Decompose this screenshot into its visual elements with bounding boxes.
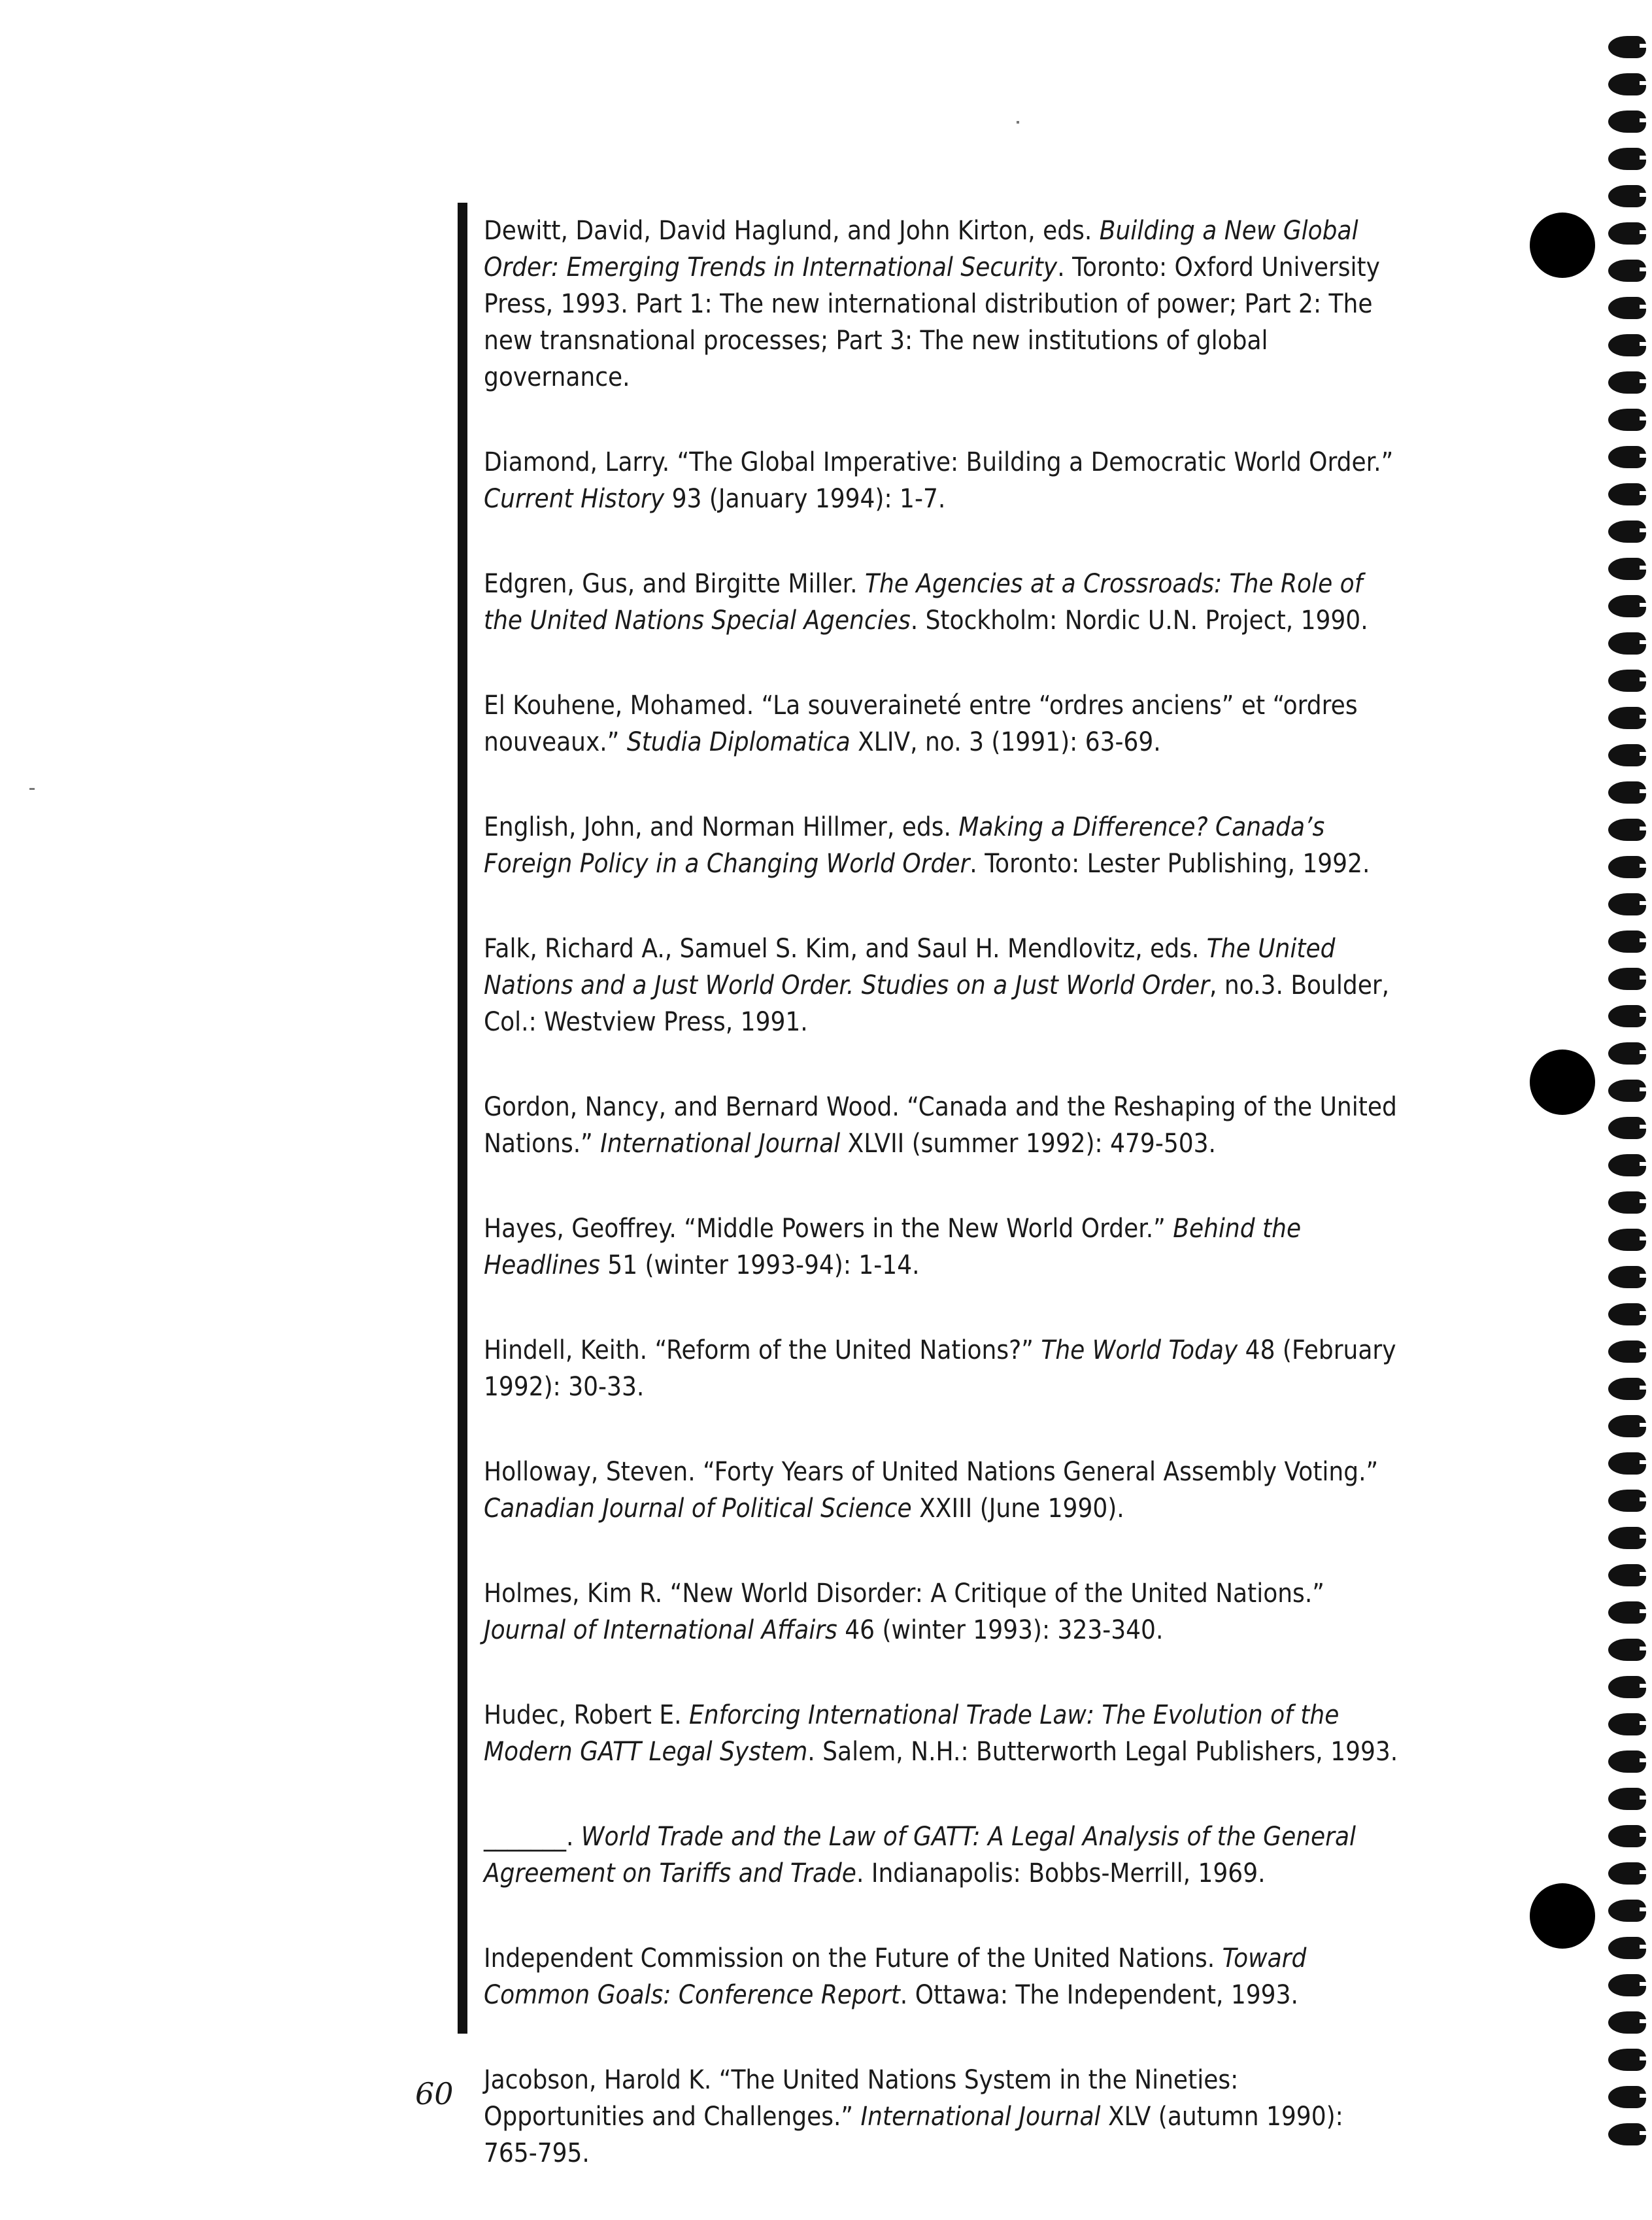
binding-ring <box>1608 371 1646 394</box>
binding-ring <box>1608 521 1646 543</box>
bibliography-entry: Hudec, Robert E. Enforcing International Trade Law: The Evolution of the Modern GATT Legal System. Salem, N.H.: Butterworth Legal Publishers, 1993. <box>484 1700 1398 1767</box>
binding-ring <box>1608 334 1646 356</box>
binding-ring <box>1608 595 1646 617</box>
binding-ring <box>1608 1042 1646 1065</box>
bibliography-entry: Holloway, Steven. “Forty Years of United Nations General Assembly Voting.” Canadian Journal of Political Science XXIII (June 1990). <box>484 1457 1379 1524</box>
punch-hole <box>1530 1883 1595 1949</box>
binding-ring <box>1608 1415 1646 1437</box>
margin-rule <box>458 203 467 2034</box>
binding-ring <box>1608 409 1646 431</box>
binding-ring <box>1608 2011 1646 2034</box>
binding-ring <box>1608 1266 1646 1288</box>
binding-ring <box>1608 1974 1646 1996</box>
bibliography-entry: Hindell, Keith. “Reform of the United Nations?” The World Today 48 (February 1992): 30-33. <box>484 1335 1396 1402</box>
scan-speck <box>29 788 35 790</box>
binding-ring <box>1608 1564 1646 1586</box>
binding-ring <box>1608 781 1646 804</box>
binding-ring <box>1608 1900 1646 1922</box>
binding-ring <box>1608 36 1646 58</box>
binding-ring <box>1608 148 1646 170</box>
bibliography-entry: Independent Commission on the Future of the United Nations. Toward Common Goals: Conference Report. Ottawa: The Independent, 1993. <box>484 1943 1307 2010</box>
punch-hole <box>1530 213 1595 278</box>
binding-ring <box>1608 1080 1646 1102</box>
binding-ring <box>1608 968 1646 990</box>
bibliography-entry: Gordon, Nancy, and Bernard Wood. “Canada and the Reshaping of the United Nations.” International Journal XLVII (summer 1992): 479-503. <box>484 1092 1397 1159</box>
binding-ring <box>1608 632 1646 655</box>
binding-ring <box>1608 744 1646 766</box>
binding-ring <box>1608 707 1646 729</box>
bibliography-list <box>484 213 1402 2220</box>
binding-ring <box>1608 1117 1646 1139</box>
binding-ring <box>1608 856 1646 878</box>
binding-ring <box>1608 2049 1646 2071</box>
binding-ring <box>1608 1676 1646 1698</box>
binding-ring <box>1608 1639 1646 1661</box>
binding-ring <box>1608 1750 1646 1773</box>
binding-ring <box>1608 446 1646 468</box>
bibliography-entry: Holmes, Kim R. “New World Disorder: A Critique of the United Nations.” Journal of International Affairs 46 (winter 1993): 323-340. <box>484 1579 1324 1645</box>
bibliography-entry: Diamond, Larry. “The Global Imperative: Building a Democratic World Order.” Current History 93 (January 1994): 1-7. <box>484 447 1394 514</box>
punch-hole <box>1530 1050 1595 1115</box>
binding-ring <box>1608 1303 1646 1325</box>
binding-ring <box>1608 2123 1646 2145</box>
binding-ring <box>1608 819 1646 841</box>
binding-ring <box>1608 1527 1646 1549</box>
spiral-binding <box>1595 0 1652 2139</box>
binding-ring <box>1608 1825 1646 1847</box>
binding-ring <box>1608 1862 1646 1885</box>
binding-ring <box>1608 222 1646 245</box>
binding-ring <box>1608 1229 1646 1251</box>
bibliography-entry: Jacobson, Harold K. “The United Nations System in the Nineties: Opportunities and Challenges.” International Journal XLV (autumn 1990): 765-795. <box>484 2065 1343 2168</box>
binding-ring <box>1608 1713 1646 1735</box>
binding-ring <box>1608 111 1646 133</box>
binding-ring <box>1608 2086 1646 2108</box>
binding-ring <box>1608 185 1646 207</box>
binding-ring <box>1608 260 1646 282</box>
binding-ring <box>1608 1154 1646 1176</box>
bibliography-entry: Dewitt, David, David Haglund, and John Kirton, eds. Building a New Global Order: Emerging Trends in International Security. Toronto: Oxford University Press, 1993. Part 1: The new international distribution of power; Part 2: The new transnational processes; Part 3: The new institutions of global governance. <box>484 216 1380 392</box>
bibliography-entry: El Kouhene, Mohamed. “La souveraineté entre “ordres anciens” et “ordres nouveaux.” Studia Diplomatica XLIV, no. 3 (1991): 63-69. <box>484 691 1358 757</box>
binding-ring <box>1608 297 1646 319</box>
binding-ring <box>1608 893 1646 915</box>
scan-speck <box>1017 121 1019 124</box>
bibliography-entry: Falk, Richard A., Samuel S. Kim, and Saul H. Mendlovitz, eds. The United Nations and a Just World Order. Studies on a Just World Order, no.3. Boulder, Col.: Westview Press, 1991. <box>484 934 1390 1037</box>
binding-ring <box>1608 1341 1646 1363</box>
bibliography-entry: English, John, and Norman Hillmer, eds. Making a Difference? Canada’s Foreign Policy in a Changing World Order. Toronto: Lester Publishing, 1992. <box>484 812 1370 879</box>
binding-ring <box>1608 1005 1646 1027</box>
binding-ring <box>1608 1378 1646 1400</box>
binding-ring <box>1608 483 1646 505</box>
binding-ring <box>1608 1191 1646 1214</box>
page-number: 60 <box>415 2076 454 2111</box>
binding-ring <box>1608 931 1646 953</box>
binding-ring <box>1608 670 1646 692</box>
bibliography-entry: _______. World Trade and the Law of GATT: A Legal Analysis of the General Agreement on Tariffs and Trade. Indianapolis: Bobbs-Merrill, 1969. <box>484 1822 1357 1888</box>
binding-ring <box>1608 1490 1646 1512</box>
binding-ring <box>1608 1788 1646 1810</box>
binding-ring <box>1608 73 1646 95</box>
bibliography-entry: Edgren, Gus, and Birgitte Miller. The Agencies at a Crossroads: The Role of the United Nations Special Agencies. Stockholm: Nordic U.N. Project, 1990. <box>484 569 1368 636</box>
binding-ring <box>1608 1937 1646 1959</box>
binding-ring <box>1608 1452 1646 1475</box>
bibliography-entry: Hayes, Geoffrey. “Middle Powers in the New World Order.” Behind the Headlines 51 (winter 1993-94): 1-14. <box>484 1214 1302 1280</box>
binding-ring <box>1608 1601 1646 1624</box>
binding-ring <box>1608 558 1646 580</box>
